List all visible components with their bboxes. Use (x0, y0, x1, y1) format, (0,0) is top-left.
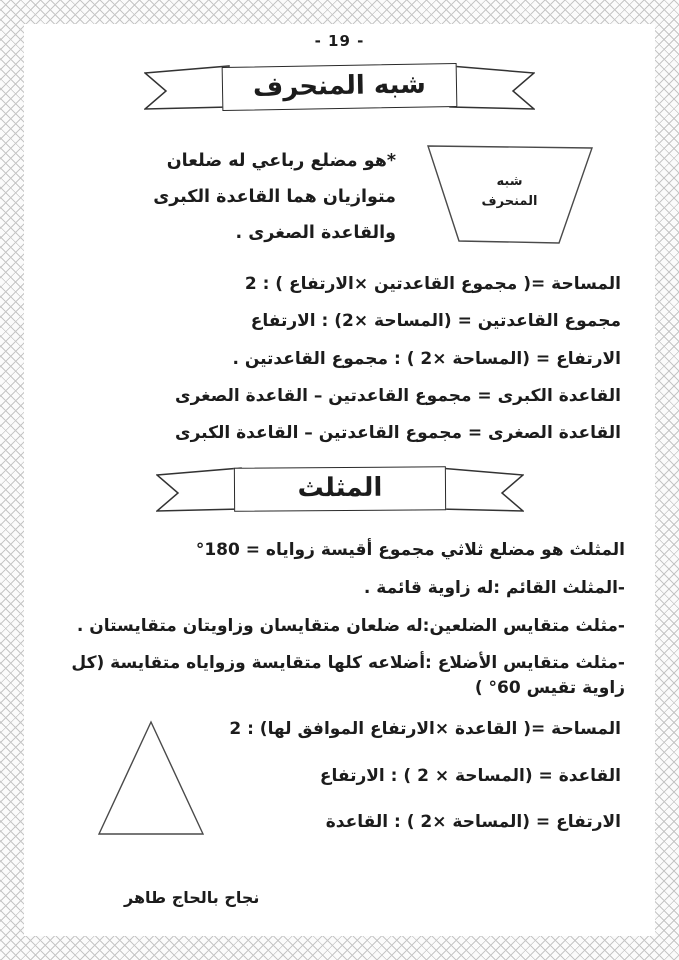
ribbon-left-icon (156, 466, 242, 512)
triangle-banner-title: المثلث (233, 467, 445, 512)
trapezoid-definition: *هو مضلع رباعي له ضلعان متوازيان هما القاعدة الكبرى والقاعدة الصغرى . (153, 151, 396, 243)
trapezoid-shape-label (422, 172, 597, 212)
ribbon-left-icon (144, 64, 230, 110)
trapezoid-formula-height: الارتفاع = (المساحة ×2 ) : مجموع القاعدتين . (232, 348, 621, 369)
triangle-formula-area: المساحة =( القاعدة ×الارتفاع الموافق لها) : 2 (229, 719, 621, 740)
triangle-banner (24, 460, 655, 518)
triangle-definition-general: المثلث هو مضلع ثلاثي مجموع أقيسة زواياه = 180° (195, 540, 625, 561)
triangle-definition-isosceles: -مثلث متقايس الضلعين:له ضلعان متقايسان وزاويتان متقايستان . (76, 615, 625, 636)
trapezoid-shape-label-line1: شبه (496, 174, 523, 189)
triangle-formulas (210, 713, 655, 858)
trapezoid-formula-area: المساحة =( مجموع القاعدتين ×الارتفاع ) : 2 (244, 274, 621, 294)
triangle-section (24, 713, 655, 858)
footer-signature: نجاح بالحاج طاهر (124, 888, 260, 908)
trapezoid-formula-minor-base: القاعدة الصغرى = مجموع القاعدتين – القاعدة الكبرى (174, 423, 621, 443)
triangle-definitions (24, 538, 655, 700)
triangle-shape-icon (92, 715, 210, 841)
trapezoid-section (24, 138, 655, 260)
triangle-definition-right: -المثلث القائم :له زاوية قائمة . (363, 577, 625, 598)
ribbon-right-icon (438, 466, 524, 512)
triangle-formula-height: الارتفاع = (المساحة ×2 ) : القاعدة (325, 811, 621, 832)
page-number: - 19 - (314, 32, 365, 50)
page-content (24, 24, 655, 936)
ribbon-right-icon (449, 64, 535, 110)
trapezoid-shape-label-line2: المنحرف (481, 194, 538, 210)
trapezoid-banner (24, 58, 655, 116)
triangle-formula-base: القاعدة = (المساحة × 2 ) : الارتفاع (319, 765, 621, 786)
trapezoid-figure (422, 138, 597, 254)
trapezoid-banner-title: شبه المنحرف (222, 63, 458, 111)
triangle-definition-equilateral: -مثلث متقايس الأضلاع :أضلاعه كلها متقايسة وزواياه متقايسة (كل زاوية تقيس 60° ) (71, 653, 625, 698)
trapezoid-formulas (24, 274, 655, 444)
trapezoid-formula-major-base: القاعدة الكبرى = مجموع القاعدتين – القاعدة الصغرى (174, 385, 621, 406)
trapezoid-formula-bases-sum: مجموع القاعدتين = (المساحة ×2) : الارتفاع (250, 311, 621, 332)
